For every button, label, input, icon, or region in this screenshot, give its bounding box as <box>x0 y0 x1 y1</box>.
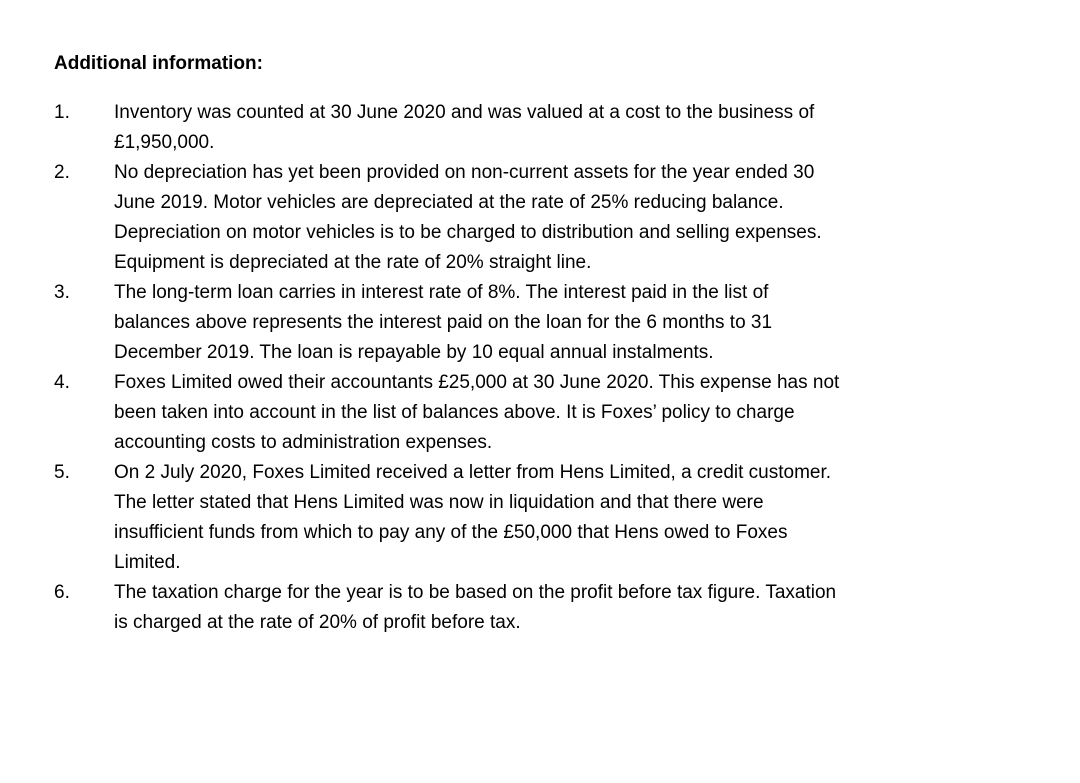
list-item <box>54 98 1044 158</box>
list-item <box>54 458 1044 578</box>
item-number: 2. <box>54 162 70 183</box>
list-item <box>54 368 1044 458</box>
item-number: 5. <box>54 462 70 483</box>
section-heading: Additional information: <box>54 53 263 74</box>
list-item <box>54 158 1044 278</box>
document <box>54 52 1044 638</box>
item-text: The long-term loan carries in interest rate of 8%. The interest paid in the list of balances above represents the interest paid on the loan for the 6 months to 31 December 2019. The loan is repayable by 10 equal annual instalments. <box>114 282 773 363</box>
item-text: Foxes Limited owed their accountants £25,000 at 30 June 2020. This expense has not been taken into account in the list of balances above. It is Foxes’ policy to charge accounting costs to administration expenses. <box>114 372 840 453</box>
item-text: No depreciation has yet been provided on non-current assets for the year ended 30 June 2019. Motor vehicles are depreciated at the rate of 25% reducing balance. Depreciation on motor vehicles is to be charged to distribution and selling expenses. Equipment is depreciated at the rate of 20% straight line. <box>114 162 822 273</box>
item-number: 1. <box>54 102 70 123</box>
item-number: 6. <box>54 582 70 603</box>
item-text: On 2 July 2020, Foxes Limited received a letter from Hens Limited, a credit customer. The letter stated that Hens Limited was now in liquidation and that there were insufficient funds from which to pay any of the £50,000 that Hens owed to Foxes Limited. <box>114 462 832 573</box>
numbered-list <box>54 98 1044 638</box>
item-text: The taxation charge for the year is to be based on the profit before tax figure. Taxation is charged at the rate of 20% of profit before tax. <box>114 582 837 633</box>
item-number: 3. <box>54 282 70 303</box>
list-item <box>54 578 1044 638</box>
item-number: 4. <box>54 372 70 393</box>
item-text: Inventory was counted at 30 June 2020 and was valued at a cost to the business of £1,950,000. <box>114 102 815 153</box>
list-item <box>54 278 1044 368</box>
